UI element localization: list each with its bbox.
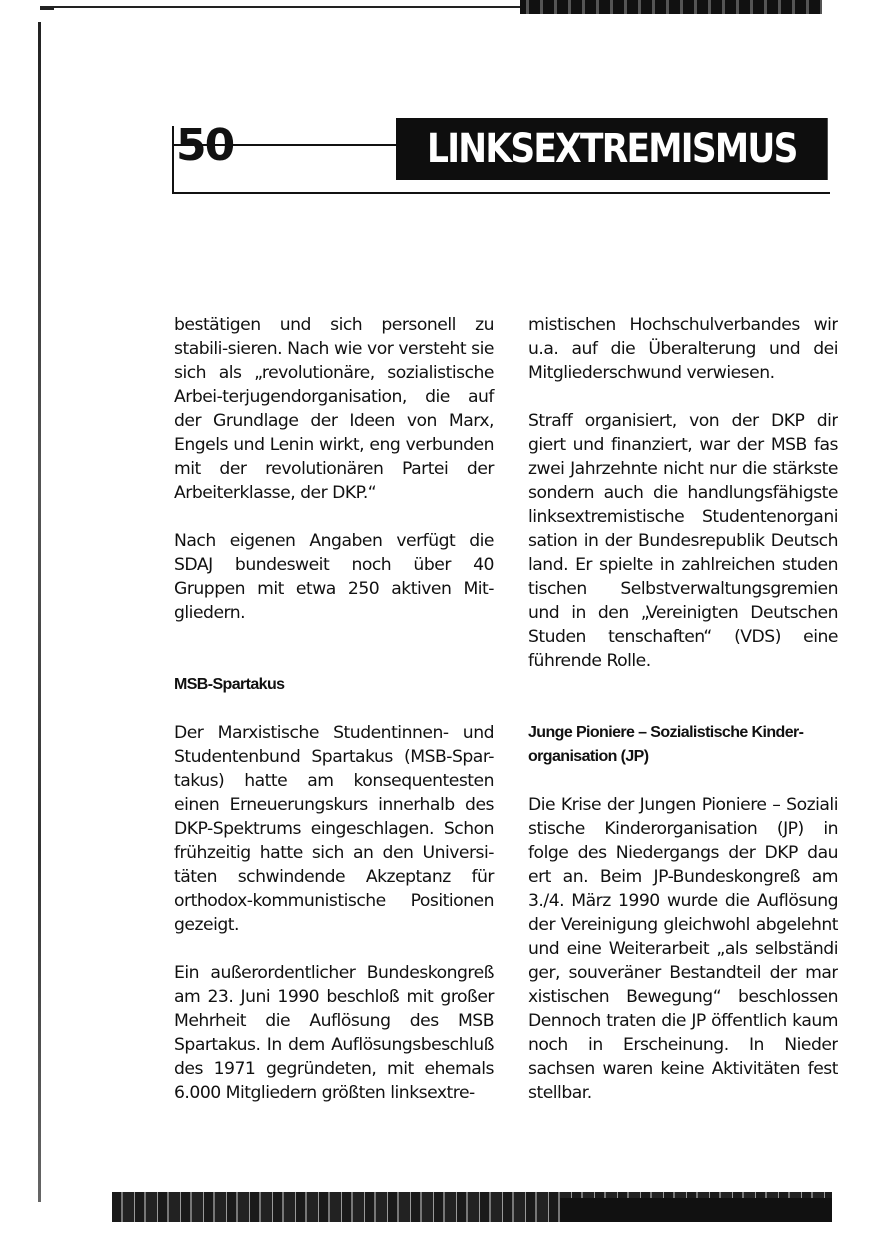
paragraph-msb-organisation: Straff organisiert, von der DKP dir giert und finanziert, war der MSB fas zwei Jahrzehnte nicht nur die stärkste sondern auch die handlungsfähigste linksextremistische Studentenorgani sation in der Bundesrepublik Deutsch land. Er spielte in zahlreichen studen tischen Selbstverwaltungsgremien und in den „Vereinigten Deutschen Studen tenschaften“ (VDS) eine führende Rolle.: [528, 411, 838, 671]
scan-edge-top-bar: [520, 0, 822, 14]
paragraph-msb-reasons: mistischen Hochschulverbandes wir u.a. auf die Überalterung und dei Mitgliederschwund verwiesen.: [528, 315, 838, 383]
scan-edge-bottom-solid: [560, 1198, 832, 1222]
paragraph-sdaj-membership: Nach eigenen Angaben verfügt die SDAJ bundesweit noch über 40 Gruppen mit etwa 250 aktiven Mit-gliedern.: [174, 531, 494, 623]
left-column: [174, 313, 494, 1105]
paragraph-sdaj-self-image: bestätigen und sich personell zu stabili-sieren. Nach wie vor versteht sie sich als „revolutionäre, sozialistische Arbei-terjugendorganisation, die auf der Grundlage der Ideen von Marx, Engels und Lenin wirkt, eng verbunden mit der revolutionären Partei der Arbeiterklasse, der DKP.“: [174, 315, 494, 503]
scan-edge-top-line: [50, 6, 520, 8]
scan-edge-corner: [40, 6, 54, 10]
paragraph-msb-renewal: Der Marxistische Studentinnen- und Studentenbund Spartakus (MSB-Spar-takus) hatte am konsequentesten einen Erneuerungskurs innerhalb des DKP-Spektrums eingeschlagen. Schon frühzeitig hatte sich an den Universi-täten schwindende Akzeptanz für orthodox-kommunistische Positionen gezeigt.: [174, 723, 494, 935]
right-column: [528, 313, 838, 1105]
heading-msb-spartakus: MSB-Spartakus: [174, 676, 285, 693]
chapter-title: LINKSEXTREMISMUS: [396, 118, 828, 180]
scan-edge-left-line: [38, 22, 41, 1202]
paragraph-jp-crisis: Die Krise der Jungen Pioniere – Soziali stische Kinderorganisation (JP) in folge des Niedergangs der DKP dau ert an. Beim JP-Bundeskongreß am 3./4. März 1990 wurde die Auflösung der Vereinigung gleichwohl abgelehnt und eine Weiterarbeit „als selbständi ger, souveräner Bestandteil der mar xistischen Bewegung“ beschlossen Dennoch traten die JP öffentlich kaum noch in Erscheinung. In Nieder sachsen waren keine Aktivitäten fest stellbar.: [528, 795, 838, 1103]
paragraph-msb-dissolution: Ein außerordentlicher Bundeskongreß am 23. Juni 1990 beschloß mit großer Mehrheit die Auflösung des MSB Spartakus. In dem Auflösungsbeschluß des 1971 gegründeten, mit ehemals 6.000 Mitgliedern größten linksextre-: [174, 963, 494, 1103]
page-number: 50: [176, 120, 234, 171]
heading-junge-pioniere: Junge Pioniere – Sozialistische Kinder-organisation (JP): [528, 724, 804, 765]
